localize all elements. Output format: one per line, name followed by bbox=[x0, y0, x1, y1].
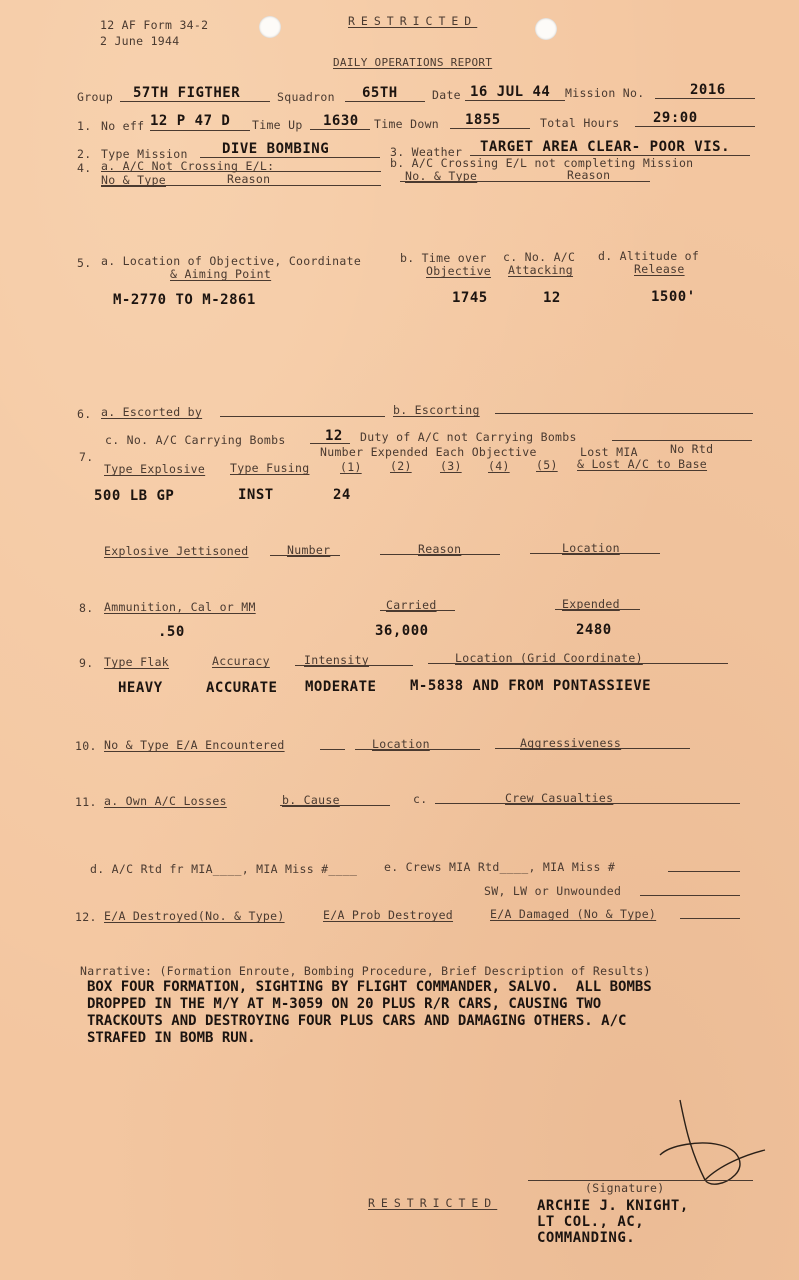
row1-hours-value: 29:00 bbox=[653, 110, 698, 126]
row1-up-label: Time Up bbox=[252, 118, 303, 132]
row6-c-label: c. No. A/C Carrying Bombs bbox=[105, 433, 286, 447]
signature-role: COMMANDING. bbox=[537, 1230, 636, 1246]
row7-count-value: 24 bbox=[333, 487, 351, 503]
row8-expended-label: Expended bbox=[562, 597, 620, 611]
row7-explosive-value: 500 LB GP bbox=[94, 488, 175, 504]
row5-location: M-2770 TO M-2861 bbox=[113, 292, 256, 308]
mission-value: 2016 bbox=[690, 82, 726, 98]
row1-num: 1. bbox=[77, 119, 92, 133]
row6-a-label: a. Escorted by bbox=[101, 405, 203, 419]
row9-intensity-value: MODERATE bbox=[305, 679, 377, 695]
row9-num: 9. bbox=[79, 656, 94, 670]
row9-accuracy-value: ACCURATE bbox=[206, 680, 278, 696]
row6-duty-label: Duty of A/C not Carrying Bombs bbox=[360, 430, 577, 444]
row1-down-label: Time Down bbox=[374, 117, 440, 131]
classification-top: RESTRICTED bbox=[348, 14, 478, 28]
row5-d-label: d. Altitude of bbox=[598, 249, 700, 263]
row9-intensity-label: Intensity bbox=[304, 653, 370, 667]
row7-fusing-value: INST bbox=[238, 487, 274, 503]
row3-weather-label: 3. Weather bbox=[390, 145, 463, 159]
row10-label: No & Type E/A Encountered bbox=[104, 738, 285, 752]
signature-label: (Signature) bbox=[585, 1181, 665, 1195]
group-value: 57TH FIGTHER bbox=[133, 85, 241, 101]
squadron-value: 65TH bbox=[362, 85, 398, 101]
row2-type-value: DIVE BOMBING bbox=[222, 141, 330, 157]
row7-lost-ac: & Lost A/C to Base bbox=[577, 457, 708, 471]
row7-no-rtd: No Rtd bbox=[670, 442, 714, 456]
classification-bottom: RESTRICTED bbox=[368, 1196, 498, 1210]
row4-a-label: a. A/C Not Crossing E/L: bbox=[101, 159, 275, 173]
row4-b-sub2: Reason bbox=[567, 168, 611, 182]
row5-altitude: 1500' bbox=[651, 289, 696, 305]
signature-name: ARCHIE J. KNIGHT, bbox=[537, 1198, 689, 1214]
row1-down-value: 1855 bbox=[465, 112, 501, 128]
row12-destroyed: E/A Destroyed(No. & Type) bbox=[104, 909, 285, 923]
row7-col-3: (3) bbox=[440, 459, 462, 473]
jettison-reason: Reason bbox=[418, 542, 462, 556]
row1-up-value: 1630 bbox=[323, 113, 359, 129]
row7-col-4: (4) bbox=[488, 459, 510, 473]
row4-a-sub2: Reason bbox=[227, 172, 271, 186]
row9-type-value: HEAVY bbox=[118, 680, 163, 696]
row5-b-label2: Objective bbox=[426, 264, 492, 278]
row11-wound-label: SW, LW or Unwounded bbox=[484, 884, 622, 898]
row2-type-label: Type Mission bbox=[101, 147, 188, 161]
row6-num: 6. bbox=[77, 407, 92, 421]
row3-weather-value: TARGET AREA CLEAR- POOR VIS. bbox=[480, 139, 731, 155]
row12-damaged: E/A Damaged (No & Type) bbox=[490, 907, 657, 921]
row7-col-2: (2) bbox=[390, 459, 412, 473]
row7-num: 7. bbox=[79, 450, 94, 464]
row1-eff-value: 12 P 47 D bbox=[150, 113, 231, 129]
row11-a-label: a. Own A/C Losses bbox=[104, 794, 227, 808]
jettison-number: Number bbox=[287, 543, 331, 557]
group-label: Group bbox=[77, 90, 114, 104]
row12-prob: E/A Prob Destroyed bbox=[323, 908, 454, 922]
narrative-text: BOX FOUR FORMATION, SIGHTING BY FLIGHT COMMANDER, SALVO. ALL BOMBS DROPPED IN THE M/Y AT M-3059 ON 20 PLUS R/R CARS, CAUSING TWO TRACKOUTS AND DESTROYING FOUR PLUS CARS AND DAMAGING OTHERS. A/C STRAFED IN BOMB RUN. bbox=[87, 979, 652, 1046]
row5-attacking: 12 bbox=[543, 290, 561, 306]
row7-type-fusing: Type Fusing bbox=[230, 461, 310, 475]
punch-hole-right bbox=[535, 18, 557, 40]
row5-a-label: a. Location of Objective, Coordinate bbox=[101, 254, 362, 268]
row7-number-expended: Number Expended Each Objective bbox=[320, 445, 537, 459]
row5-b-label: b. Time over bbox=[400, 251, 487, 265]
row4-num: 4. bbox=[77, 161, 92, 175]
row10-num: 10. bbox=[75, 739, 97, 753]
row8-carried-label: Carried bbox=[386, 598, 437, 612]
row12-num: 12. bbox=[75, 910, 97, 924]
row10-aggr-label: Aggressiveness bbox=[520, 736, 622, 750]
form-id: 12 AF Form 34-2 bbox=[100, 18, 209, 32]
narrative-label: Narrative: (Formation Enroute, Bombing Procedure, Brief Description of Results) bbox=[80, 964, 651, 978]
row5-d-label2: Release bbox=[634, 262, 685, 276]
punch-hole-left bbox=[259, 16, 281, 38]
row6-c-value: 12 bbox=[325, 428, 343, 444]
row7-col-1: (1) bbox=[340, 460, 362, 474]
row6-b-label: b. Escorting bbox=[393, 403, 480, 417]
row11-b-label: b. Cause bbox=[282, 793, 340, 807]
row8-num: 8. bbox=[79, 601, 94, 615]
jettison-label: Explosive Jettisoned bbox=[104, 544, 249, 558]
mission-label: Mission No. bbox=[565, 86, 645, 100]
date-label: Date bbox=[432, 88, 461, 102]
row9-accuracy-label: Accuracy bbox=[212, 654, 270, 668]
row4-b-sub1: No. & Type bbox=[405, 169, 478, 183]
row7-lost-mia: Lost MIA bbox=[580, 445, 638, 459]
row8-label: Ammunition, Cal or MM bbox=[104, 600, 256, 614]
row11-num: 11. bbox=[75, 795, 97, 809]
report-title: DAILY OPERATIONS REPORT bbox=[333, 56, 493, 69]
row4-b-label: b. A/C Crossing E/L not completing Mission bbox=[390, 156, 694, 170]
row7-col-5: (5) bbox=[536, 458, 558, 472]
row10-location-label: Location bbox=[372, 737, 430, 751]
jettison-location: Location bbox=[562, 541, 620, 555]
row7-type-explosive: Type Explosive bbox=[104, 462, 206, 476]
row9-type-label: Type Flak bbox=[104, 655, 170, 669]
row8-cal-value: .50 bbox=[158, 624, 185, 640]
row5-num: 5. bbox=[77, 256, 92, 270]
row11-c-label: c. bbox=[413, 792, 428, 806]
row5-c-label2: Attacking bbox=[508, 263, 574, 277]
row8-carried-value: 36,000 bbox=[375, 623, 429, 639]
row1-hours-label: Total Hours bbox=[540, 116, 620, 130]
row9-location-value: M-5838 AND FROM PONTASSIEVE bbox=[410, 678, 652, 694]
row5-time-over: 1745 bbox=[452, 290, 488, 306]
form-date: 2 June 1944 bbox=[100, 34, 180, 48]
squadron-label: Squadron bbox=[277, 90, 335, 104]
row5-c-label: c. No. A/C bbox=[503, 250, 576, 264]
row11-d-label: d. A/C Rtd fr MIA____, MIA Miss #____ bbox=[90, 862, 358, 876]
row8-expended-value: 2480 bbox=[576, 622, 612, 638]
row1-eff-label: No eff bbox=[101, 119, 145, 133]
row11-e-label: e. Crews MIA Rtd____, MIA Miss # bbox=[384, 860, 616, 874]
row9-location-label: Location (Grid Coordinate) bbox=[455, 651, 643, 665]
row2-num: 2. bbox=[77, 147, 92, 161]
date-value: 16 JUL 44 bbox=[470, 84, 551, 100]
signature-rank: LT COL., AC, bbox=[537, 1214, 645, 1230]
row11-crew-label: Crew Casualties bbox=[505, 791, 614, 805]
row5-a-label2: & Aiming Point bbox=[170, 267, 272, 281]
row4-a-sub1: No & Type bbox=[101, 173, 167, 187]
